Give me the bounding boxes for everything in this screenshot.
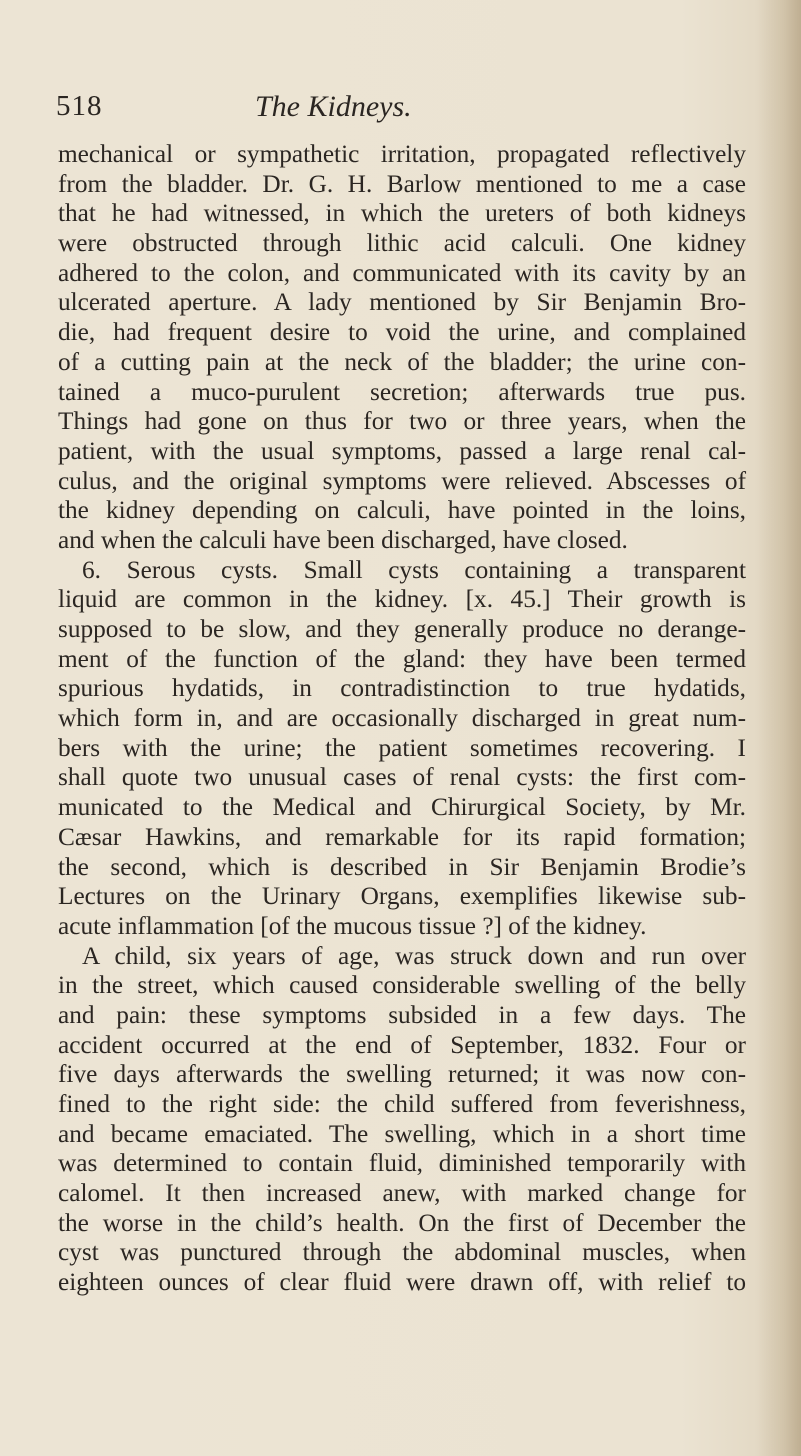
body-text (58, 140, 746, 1298)
text-line: that he had witnessed, in which the ureters of both kidneys (58, 199, 746, 228)
text-line: acute inflammation [of the mucous tissue ?] of the kidney. (58, 911, 647, 940)
text-line: from the bladder. Dr. G. H. Barlow mentioned to me a case (58, 169, 746, 198)
text-line: the kidney depending on calculi, have pointed in the loins, (58, 496, 746, 525)
page-edge-shadow (757, 0, 801, 1456)
text-line: municated to the Medical and Chirurgical Society, by Mr. (58, 793, 746, 822)
text-line: culus, and the original symptoms were relieved. Abscesses of (58, 466, 746, 495)
text-line: Cæsar Hawkins, and remarkable for its rapid formation; (58, 822, 746, 851)
text-line: bers with the urine; the patient sometimes recovering. I (58, 733, 746, 762)
text-line: cyst was punctured through the abdominal muscles, when (58, 1238, 746, 1267)
text-line: which form in, and are occasionally discharged in great num- (58, 704, 746, 733)
text-line: patient, with the usual symptoms, passed a large renal cal- (58, 436, 746, 465)
page-number: 518 (56, 90, 103, 122)
text-line: of a cutting pain at the neck of the bladder; the urine con- (58, 347, 746, 376)
text-line: ment of the function of the gland: they have been termed (58, 644, 746, 673)
text-line: adhered to the colon, and communicated with its cavity by an (58, 258, 746, 287)
text-line: the worse in the child’s health. On the first of December the (58, 1208, 746, 1237)
text-line: eighteen ounces of clear fluid were drawn off, with relief to (58, 1268, 746, 1297)
text-line: was determined to contain fluid, diminished temporarily with (58, 1149, 746, 1178)
text-line: in the street, which caused considerable swelling of the belly (58, 971, 746, 1000)
text-line: calomel. It then increased anew, with marked change for (58, 1179, 746, 1208)
text-line: Lectures on the Urinary Organs, exemplifies likewise sub- (58, 882, 746, 911)
text-line: die, had frequent desire to void the urine, and complained (58, 318, 746, 347)
text-line: five days afterwards the swelling returned; it was now con- (58, 1060, 746, 1089)
running-head: The Kidneys. (255, 90, 412, 123)
text-line: and when the calculi have been discharged, have closed. (58, 525, 628, 554)
text-line: shall quote two unusual cases of renal cysts: the first com- (58, 763, 746, 792)
text-line: accident occurred at the end of September, 1832. Four or (58, 1030, 746, 1059)
text-line: fined to the right side: the child suffered from feverishness, (58, 1090, 746, 1118)
text-line: liquid are common in the kidney. [x. 45.] Their growth is (58, 585, 746, 614)
text-line: 6. Serous cysts. Small cysts containing a transparent (82, 555, 746, 584)
text-line: tained a muco-purulent secretion; afterwards true pus. (58, 377, 746, 406)
text-line: supposed to be slow, and they generally produce no derange- (58, 615, 746, 643)
text-line: and pain: these symptoms subsided in a few days. The (58, 1000, 746, 1029)
text-line: ulcerated aperture. A lady mentioned by Sir Benjamin Bro- (58, 288, 746, 317)
text-line: the second, which is described in Sir Benjamin Brodie’s (58, 852, 746, 881)
text-line: and became emaciated. The swelling, which in a short time (58, 1119, 746, 1148)
text-line: mechanical or sympathetic irritation, propagated reflectively (58, 140, 746, 168)
text-line: were obstructed through lithic acid calculi. One kidney (58, 229, 746, 258)
page-header (56, 90, 746, 130)
text-line: A child, six years of age, was struck down and run over (82, 941, 746, 970)
text-line: spurious hydatids, in contradistinction to true hydatids, (58, 674, 746, 703)
text-line: Things had gone on thus for two or three years, when the (58, 407, 746, 436)
